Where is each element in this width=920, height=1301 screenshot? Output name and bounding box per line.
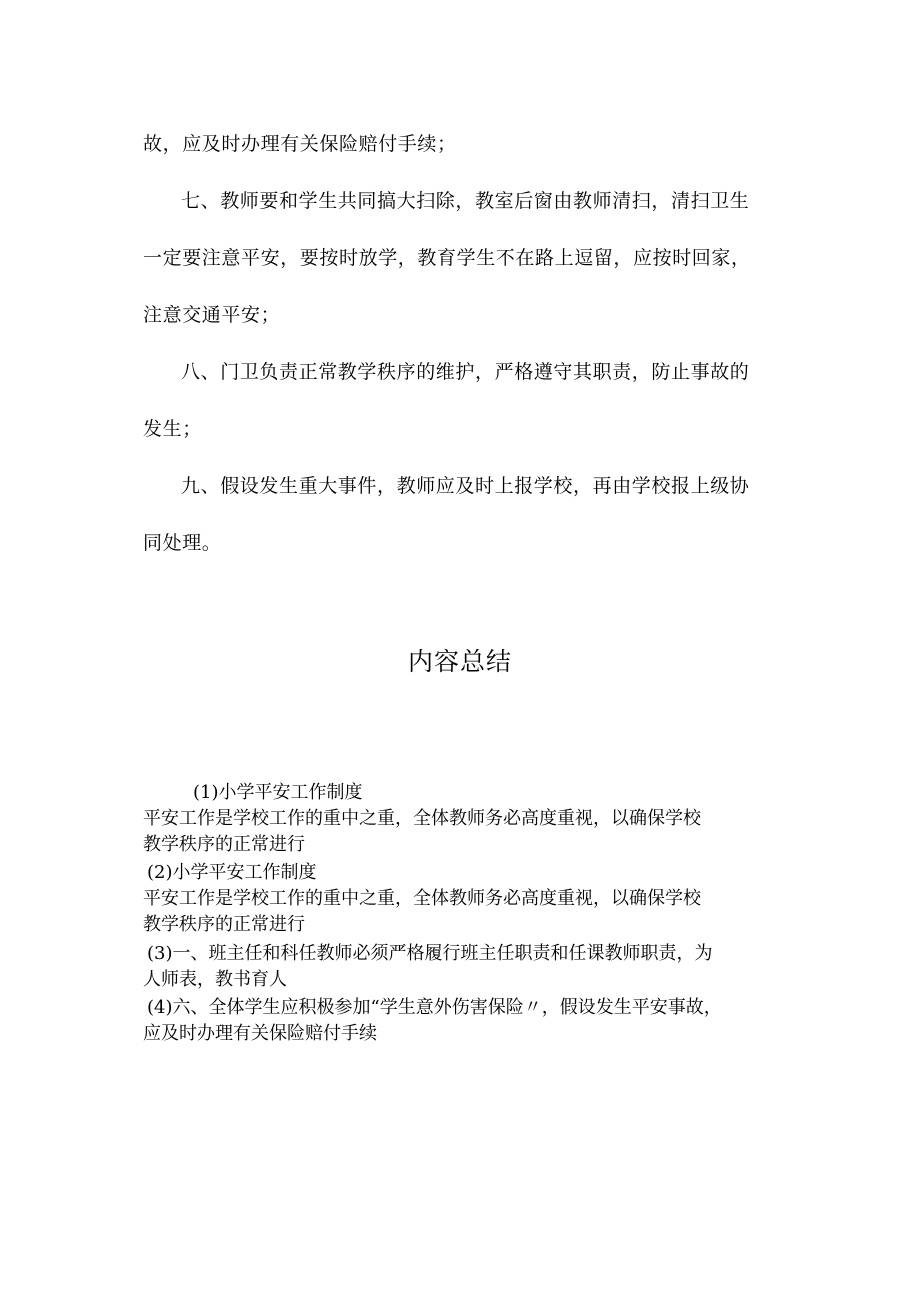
summary-item-line: 平安工作是学校工作的重中之重，全体教师务必高度重视，以确保学校 <box>143 808 701 829</box>
summary-item-head: (4)六、全体学生应积极参加“学生意外伤害保险〃，假设发生平安事故， <box>147 997 722 1018</box>
paragraph-line: 七、教师要和学生共同搞大扫除，教室后窗由教师清扫，清扫卫生 <box>181 190 750 212</box>
summary-item-head: (3)一、班主任和科任教师必须严格履行班主任职责和任课教师职责，为 <box>147 943 713 964</box>
summary-item-line: 教学秩序的正常进行 <box>143 834 305 855</box>
paragraph-line: 发生； <box>143 418 202 440</box>
summary-item-line: 人师表，教书育人 <box>143 969 287 990</box>
paragraph-line: 一定要注意平安，要按时放学，教育学生不在路上逗留，应按时回家， <box>143 247 751 269</box>
summary-item-line: 平安工作是学校工作的重中之重，全体教师务必高度重视，以确保学校 <box>143 888 701 909</box>
summary-item-line: 教学秩序的正常进行 <box>143 914 305 935</box>
summary-item-line: 应及时办理有关保险赔付手续 <box>143 1023 377 1044</box>
paragraph-line: 故，应及时办理有关保险赔付手续； <box>143 133 457 155</box>
paragraph-line: 注意交通平安； <box>143 304 281 326</box>
summary-item-head: (2)小学平安工作制度 <box>147 862 317 883</box>
paragraph-line: 九、假设发生重大事件，教师应及时上报学校，再由学校报上级协 <box>181 475 750 497</box>
summary-title: 内容总结 <box>407 647 512 676</box>
paragraph-line: 八、门卫负责正常教学秩序的维护，严格遵守其职责，防止事故的 <box>181 361 750 383</box>
paragraph-line: 同处理。 <box>143 532 222 554</box>
summary-item-head: (1)小学平安工作制度 <box>193 782 363 803</box>
